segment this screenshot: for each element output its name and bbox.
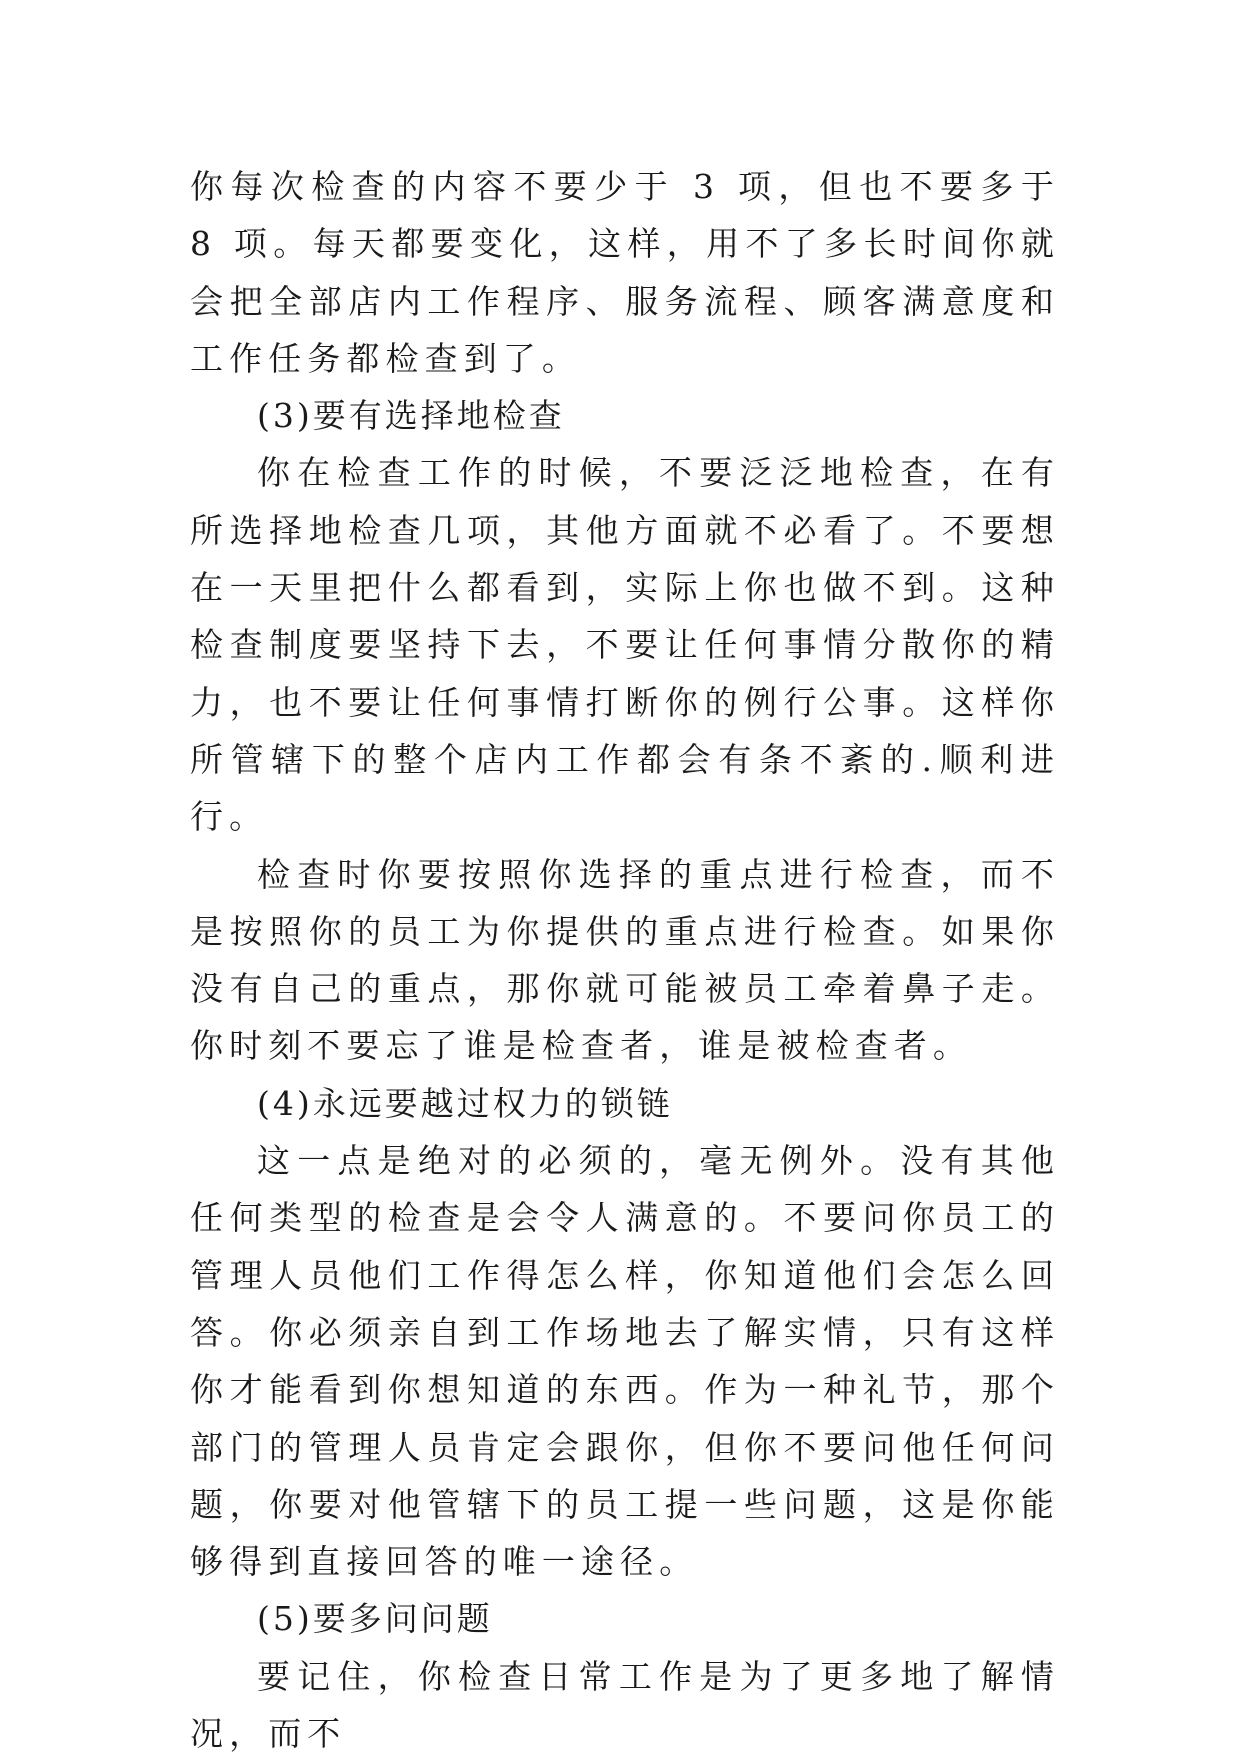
section-heading-5: (5)要多问问题	[257, 1599, 493, 1639]
document-body	[190, 158, 1060, 1762]
body-paragraph-continued: 你每次检查的内容不要少于 3 项，但也不要多于 8 项。每天都要变化，这样，用不了多长时间你就会把全部店内工作程序、服务流程、顾客满意度和工作任务都检查到了。	[190, 167, 1060, 378]
body-paragraph-focus-points: 检查时你要按照你选择的重点进行检查，而不是按照你的员工为你提供的重点进行检查。如果你没有自己的重点，那你就可能被员工牵着鼻子走。你时刻不要忘了谁是检查者，谁是被检查者。	[190, 854, 1060, 1066]
section-heading-4: (4)永远要越过权力的锁链	[257, 1083, 673, 1123]
section-heading-3: (3)要有选择地检查	[257, 396, 565, 436]
body-paragraph-selective-check: 你在检查工作的时候，不要泛泛地检查，在有所选择地检查几项，其他方面就不必看了。不要想在一天里把什么都看到，实际上你也做不到。这种检查制度要坚持下去，不要让任何事情分散你的精力，也不要让任何事情打断你的例行公事。这样你所管辖下的整个店内工作都会有条不紊的.顺利进行。	[190, 453, 1060, 837]
body-paragraph-ask-questions: 要记住，你检查日常工作是为了更多地了解情况，而不	[190, 1656, 1060, 1754]
body-paragraph-chain-of-command: 这一点是绝对的必须的，毫无例外。没有其他任何类型的检查是会令人满意的。不要问你员工的管理人员他们工作得怎么样，你知道他们会怎么回答。你必须亲自到工作场地去了解实情，只有这样你才能看到你想知道的东西。作为一种礼节，那个部门的管理人员肯定会跟你，但你不要问他任何问题，你要对他管辖下的员工提一些问题，这是你能够得到直接回答的唯一途径。	[190, 1141, 1060, 1582]
